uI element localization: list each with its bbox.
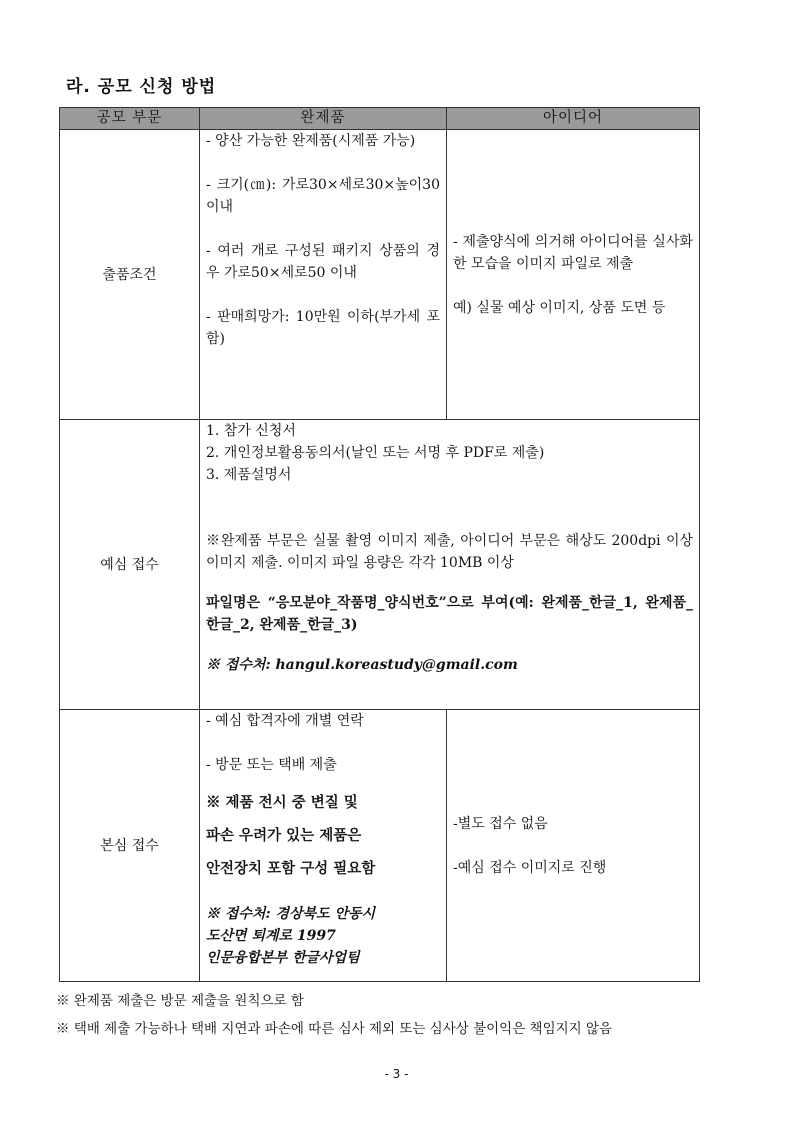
- final-addr1: ※ 접수처: 경상북도 안동시: [206, 906, 376, 922]
- final-idea-cell: [447, 710, 700, 982]
- header-idea: 아이디어: [447, 108, 700, 130]
- prelim-note: ※완제품 부문은 실물 촬영 이미지 제출, 아이디어 부문은 해상도 200dpi 이상 이미지 제출. 이미지 파일 용량은 각각 10MB 이상: [206, 533, 693, 571]
- prelim-doc2: 2. 개인정보활용동의서(날인 또는 서명 후 PDF로 제출): [206, 445, 545, 461]
- exhibit-size: - 크기(㎝): 가로30×세로30×높이30 이내: [206, 177, 440, 215]
- table-row-exhibit: [60, 130, 700, 420]
- footnote-2: ※ 택배 제출 가능하나 택배 지연과 파손에 따른 심사 제외 또는 심사상 불이익은 책임지지 않음: [56, 1021, 613, 1037]
- prelim-doc1: 1. 참가 신청서: [206, 423, 296, 439]
- exhibit-idea-line1: - 제출양식에 의거해 아이디어를 실사화한 모습을 이미지 파일로 제출: [453, 233, 693, 272]
- table-header-row: [60, 108, 700, 130]
- prelim-filename: 파일명은 “응모분야_작품명_양식번호”으로 부여(예: 완제품_한글_1, 완제품_한글_2, 완제품_한글_3): [206, 595, 693, 633]
- exhibit-package: - 여러 개로 구성된 패키지 상품의 경우 가로50×세로50 이내: [206, 243, 440, 281]
- category-exhibit: 출품조건: [60, 130, 200, 420]
- final-contact: - 예심 합격자에 개별 연락: [206, 713, 364, 729]
- exhibit-price: - 판매희망가: 10만원 이하(부가세 포함): [206, 309, 440, 347]
- prelim-doc3: 3. 제품설명서: [206, 467, 292, 483]
- header-category: 공모 부문: [60, 108, 200, 130]
- section-heading: 라. 공모 신청 방법: [66, 77, 217, 97]
- exhibit-idea-cell: [447, 130, 700, 420]
- table-row-final: [60, 710, 700, 982]
- final-idea-line2: -예심 접수 이미지로 진행: [453, 859, 607, 876]
- final-warn2: 파손 우려가 있는 제품은: [206, 827, 362, 844]
- final-delivery: - 방문 또는 택배 제출: [206, 757, 337, 773]
- final-warn3: 안전장치 포함 구성 필요함: [206, 860, 376, 877]
- exhibit-idea-line2: 예) 실물 예상 이미지, 상품 도면 등: [453, 299, 666, 316]
- final-idea-line1: -별도 접수 없음: [453, 815, 548, 832]
- application-method-table: [59, 107, 700, 982]
- prelim-cell: [200, 420, 700, 710]
- final-product-cell: [200, 710, 447, 982]
- footnote-1: ※ 완제품 제출은 방문 제출을 원칙으로 함: [56, 993, 304, 1009]
- header-product: 완제품: [200, 108, 447, 130]
- final-addr3: 인문융합본부 한글사업팀: [206, 950, 360, 966]
- exhibit-mass: - 양산 가능한 완제품(시제품 가능): [206, 133, 416, 149]
- final-addr2: 도산면 퇴계로 1997: [206, 928, 336, 944]
- final-warn1: ※ 제품 전시 중 변질 및: [206, 794, 358, 811]
- table-row-prelim: [60, 420, 700, 710]
- exhibit-product-cell: [200, 130, 447, 420]
- page-number: - 3 -: [384, 1067, 409, 1081]
- prelim-email: ※ 접수처: hangul.koreastudy@gmail.com: [206, 657, 518, 673]
- category-final: 본심 접수: [60, 710, 200, 982]
- category-prelim: 예심 접수: [60, 420, 200, 710]
